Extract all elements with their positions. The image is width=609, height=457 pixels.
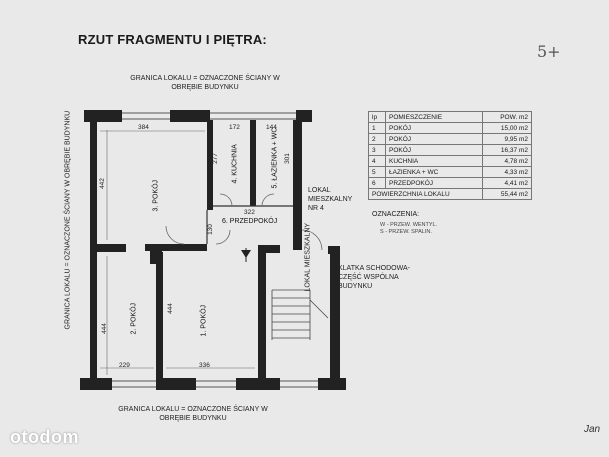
wall-top-mid	[170, 110, 210, 122]
row-num: 2	[369, 134, 386, 145]
room-area-table	[368, 111, 532, 200]
wall-bottom-1	[80, 378, 112, 390]
dim-top-left: 384	[138, 124, 149, 131]
table-row	[369, 123, 532, 134]
room-label-pokoj2: 2. POKÓJ	[130, 302, 138, 335]
row-num: 6	[369, 178, 386, 189]
wall-stair-left	[258, 245, 266, 385]
boundary-note-bottom: GRANICA LOKALU = OZNACZONE ŚCIANY W OBRĘBIE BUDYNKU	[118, 406, 268, 422]
room-label-kuchnia: 4. KUCHNIA	[231, 144, 239, 184]
row-num: 3	[369, 145, 386, 156]
wall-stair-top	[262, 245, 280, 253]
header-room: POMIESZCZENIE	[386, 112, 483, 123]
table-row	[369, 134, 532, 145]
room-label-przedpokoj: 6. PRZEDPOKÓJ	[222, 218, 278, 225]
dim-bottom-left: 229	[119, 362, 130, 369]
stairwell-label: KLATKA SCHODOWA- CZĘŚĆ WSPÓLNA BUDYNKU	[338, 265, 410, 290]
wall-pokoje	[156, 252, 163, 384]
page-title: RZUT FRAGMENTU I PIĘTRA:	[78, 32, 267, 47]
row-area: 15,00 m2	[483, 123, 532, 134]
table-total-row	[369, 189, 532, 200]
wall-kitchen-left	[207, 120, 213, 210]
dim-pokoj1-height: 444	[166, 303, 174, 314]
row-room: ŁAZIENKA + WC	[386, 167, 483, 178]
flat-label: LOKAL MIESZKALNY	[304, 222, 312, 292]
dim-bottom-mid: 336	[199, 362, 210, 369]
row-num: 4	[369, 156, 386, 167]
legend-title: OZNACZENIA:	[372, 211, 420, 218]
otodom-watermark: otodom	[10, 427, 79, 447]
table-row	[369, 167, 532, 178]
north-arrow-icon	[241, 248, 251, 262]
room-label-lazienka: 5. ŁAZIENKA + WC	[271, 127, 279, 189]
table-row	[369, 156, 532, 167]
row-room: PRZEDPOKÓJ	[386, 178, 483, 189]
room-label-pokoj1: 1. POKÓJ	[200, 304, 208, 337]
wall-top-left	[84, 110, 122, 122]
wall-bottom-3	[236, 378, 280, 390]
header-lp: lp	[369, 112, 386, 123]
row-area: 9,95 m2	[483, 134, 532, 145]
total-label: POWIERZCHNIA LOKALU	[369, 189, 483, 200]
stairs	[272, 290, 328, 340]
wall-left	[90, 120, 97, 390]
row-num: 5	[369, 167, 386, 178]
neighbor-flat-label: LOKAL MIESZKALNY NR 4	[308, 187, 353, 212]
dim-kitchen-width: 172	[229, 124, 240, 131]
corner-logo: Jan	[584, 424, 601, 435]
legend-item: W - PRZEW. WENTYL.	[380, 222, 438, 228]
row-room: POKÓJ	[386, 134, 483, 145]
row-area: 4,33 m2	[483, 167, 532, 178]
row-num: 1	[369, 123, 386, 134]
dim-pokoj2-height: 444	[100, 323, 108, 334]
row-area: 4,78 m2	[483, 156, 532, 167]
legend-item: S - PRZEW. SPALIN.	[380, 229, 432, 235]
table-header-row	[369, 112, 532, 123]
total-value: 55,44 m2	[483, 189, 532, 200]
row-room: POKÓJ	[386, 123, 483, 134]
header-area: POW. m2	[483, 112, 532, 123]
table-row	[369, 178, 532, 189]
row-area: 16,37 m2	[483, 145, 532, 156]
dim-hall-width: 322	[244, 209, 255, 216]
dim-bath-width: 144	[266, 124, 277, 131]
wall-kitchen-right	[250, 120, 256, 206]
room-label-pokoj3: 3. POKÓJ	[152, 179, 160, 212]
wall-mid-left	[90, 244, 126, 252]
dim-left-height: 442	[98, 178, 106, 189]
dim-bath-height: 301	[283, 153, 291, 164]
boundary-note-left: GRANICA LOKALU = OZNACZONE ŚCIANY W OBRĘBIE BUDYNKU	[64, 110, 72, 330]
wall-bottom-2	[156, 378, 196, 390]
table-row	[369, 145, 532, 156]
row-area: 4,41 m2	[483, 178, 532, 189]
dim-kitchen-height: 277	[211, 153, 219, 164]
row-room: KUCHNIA	[386, 156, 483, 167]
wall-bottom-4	[318, 378, 346, 390]
wall-right-upper	[293, 120, 302, 250]
dim-hall-small: 130	[206, 224, 214, 235]
boundary-note-top: GRANICA LOKALU = OZNACZONE ŚCIANY W OBRĘBIE BUDYNKU	[130, 75, 280, 91]
row-room: POKÓJ	[386, 145, 483, 156]
handwritten-note: 5+	[537, 42, 561, 61]
